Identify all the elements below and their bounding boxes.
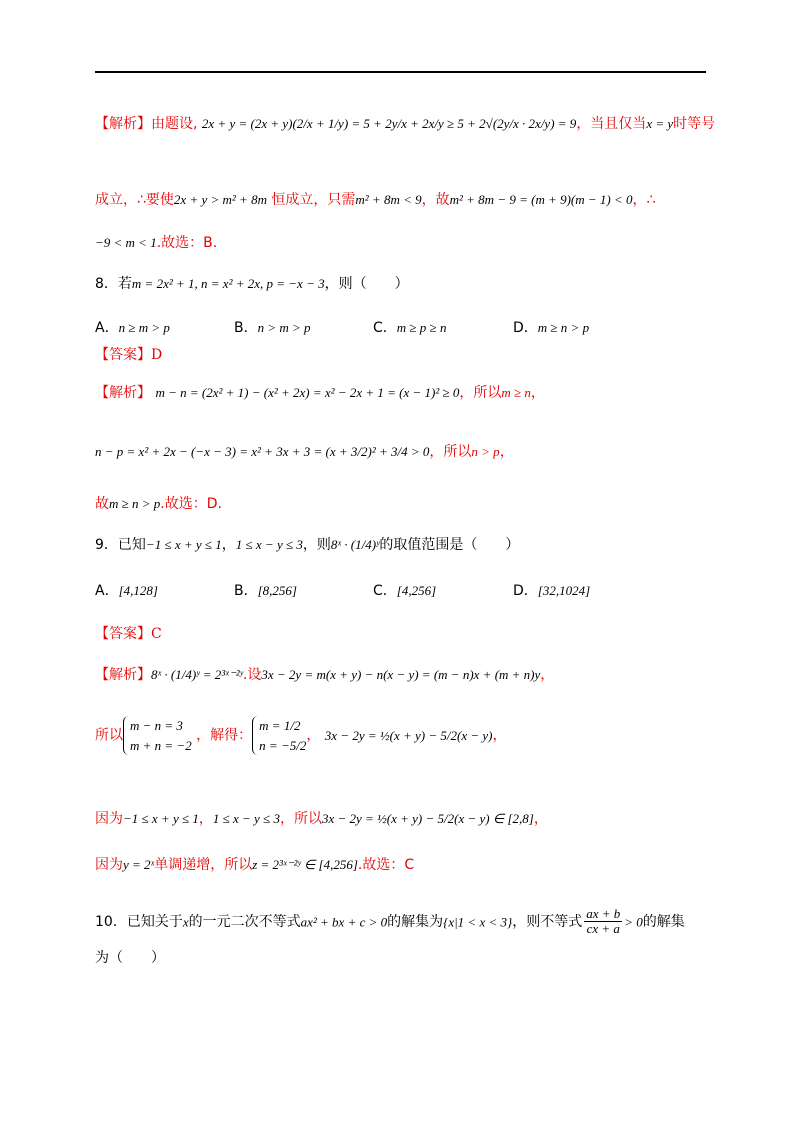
solution-label: 【解析】	[95, 385, 151, 401]
q9-option-a[interactable]: A．[4,128]	[95, 583, 158, 599]
solution-label: 【解析】	[95, 116, 151, 132]
math-expression: m = 2x² + 1, n = x² + 2x, p = −x − 3	[131, 276, 325, 291]
solution-text: 由题设,	[151, 116, 198, 132]
q9-solution-line-1: 【解析】8ˣ · (1/4)ʸ = 2³ˣ⁻²ʸ.设3x − 2y = m(x + y) − n(x − y) = (m − n)x + (m + n)y，	[95, 667, 555, 683]
q9-option-c[interactable]: C．[4,256]	[373, 583, 437, 599]
q7-solution-line-1	[95, 117, 715, 131]
q10-stem-line-1: 10．已知关于x的一元二次不等式ax² + bx + c > 0的解集为{x|1 < x < 3}，则不等式 $\frac{ax + b}{cx + a}$ > 0的解集	[95, 906, 685, 937]
solution-text: ，故	[421, 192, 450, 208]
q9-stem: 9．已知−1 ≤ x + y ≤ 1，1 ≤ x − y ≤ 3，则8ˣ · (1/4)ʸ的取值范围是（ ）	[95, 537, 520, 553]
q9-answer	[95, 627, 162, 641]
q8-option-d[interactable]: D．m ≥ n > p	[513, 320, 590, 336]
q8-solution-line-3: 故m ≥ n > p.故选：D.	[95, 496, 222, 512]
q9-option-d[interactable]: D．[32,1024]	[513, 583, 591, 599]
answer-label: 【答案】	[95, 347, 151, 363]
equation-system: m − n = 3 m + n = −2	[123, 716, 192, 755]
math-expression: m − n = (2x² + 1) − (x² + 2x) = x² − 2x + 1 = (x − 1)² ≥ 0	[155, 385, 460, 400]
q8-option-c[interactable]: C．m ≥ p ≥ n	[373, 320, 447, 336]
solution-text: ，∴	[632, 192, 656, 208]
solution-text: 恒成立，只需	[271, 192, 356, 208]
answer-value: C	[151, 626, 162, 642]
equation-system-solution: m = 1/2 n = −5/2	[252, 716, 306, 755]
question-number: 10．已知关于	[95, 913, 183, 930]
q9-solution-line-3: 因为−1 ≤ x + y ≤ 1，1 ≤ x − y ≤ 3，所以3x − 2y = ½(x + y) − 5/2(x − y) ∈ [2,8]，	[95, 811, 548, 827]
q8-answer	[95, 348, 162, 362]
solution-label: 【解析】	[95, 667, 151, 683]
q9-solution-line-2: 所以 m − n = 3 m + n = −2 ，解得： m = 1/2 n = −5/2 ， 3x − 2y = ½(x + y) − 5/2(x − y)，	[95, 716, 506, 755]
q8-solution-line-1: 【解析】 m − n = (2x² + 1) − (x² + 2x) = x² − 2x + 1 = (x − 1)² ≥ 0，所以m ≥ n，	[95, 385, 545, 401]
question-text: ，则（ ）	[324, 276, 409, 292]
math-expression: n − p = x² + 2x − (−x − 3) = x² + 3x + 3 = (x + 3/2)² + 3/4 > 0	[95, 444, 430, 459]
solution-text: .故选：B.	[156, 235, 218, 251]
q7-solution-line-2	[95, 193, 655, 207]
q8-solution-line-2: n − p = x² + 2x − (−x − 3) = x² + 3x + 3 = (x + 3/2)² + 3/4 > 0，所以n > p，	[95, 444, 514, 460]
q8-option-a[interactable]: A．n ≥ m > p	[95, 320, 170, 336]
answer-label: 【答案】	[95, 626, 151, 642]
math-expression: 2x + y > m² + 8m	[173, 192, 267, 207]
solution-text: ，当且仅当	[576, 116, 647, 132]
math-expression: 2x + y = (2x + y)(2/x + 1/y) = 5 + 2y/x + 2x/y ≥ 5 + 2√(2y/x · 2x/y) = 9	[201, 116, 577, 131]
math-expression: m² + 8m < 9	[355, 192, 422, 207]
q8-stem	[95, 277, 409, 291]
header-rule	[95, 71, 706, 73]
fraction: $\frac{ax + b}{cx + a}$	[586, 906, 621, 937]
q10-stem-line-2: 为（ ）	[95, 950, 165, 966]
q7-solution-line-3	[95, 236, 217, 250]
math-expression: x = y	[646, 116, 674, 131]
q9-solution-line-4: 因为y = 2ˣ单调递增，所以z = 2³ˣ⁻²ʸ ∈ [4,256].故选：C	[95, 857, 415, 873]
answer-value: D	[151, 347, 163, 363]
question-number: 8．若	[95, 276, 132, 292]
q9-option-b[interactable]: B．[8,256]	[234, 583, 297, 599]
solution-text: 成立，∴要使	[95, 192, 174, 208]
math-expression: −9 < m < 1	[95, 235, 157, 250]
math-expression: m² + 8m − 9 = (m + 9)(m − 1) < 0	[449, 192, 633, 207]
solution-text: 时等号	[673, 116, 716, 132]
q8-option-b[interactable]: B．n > m > p	[234, 320, 311, 336]
question-number: 9．已知	[95, 537, 146, 553]
